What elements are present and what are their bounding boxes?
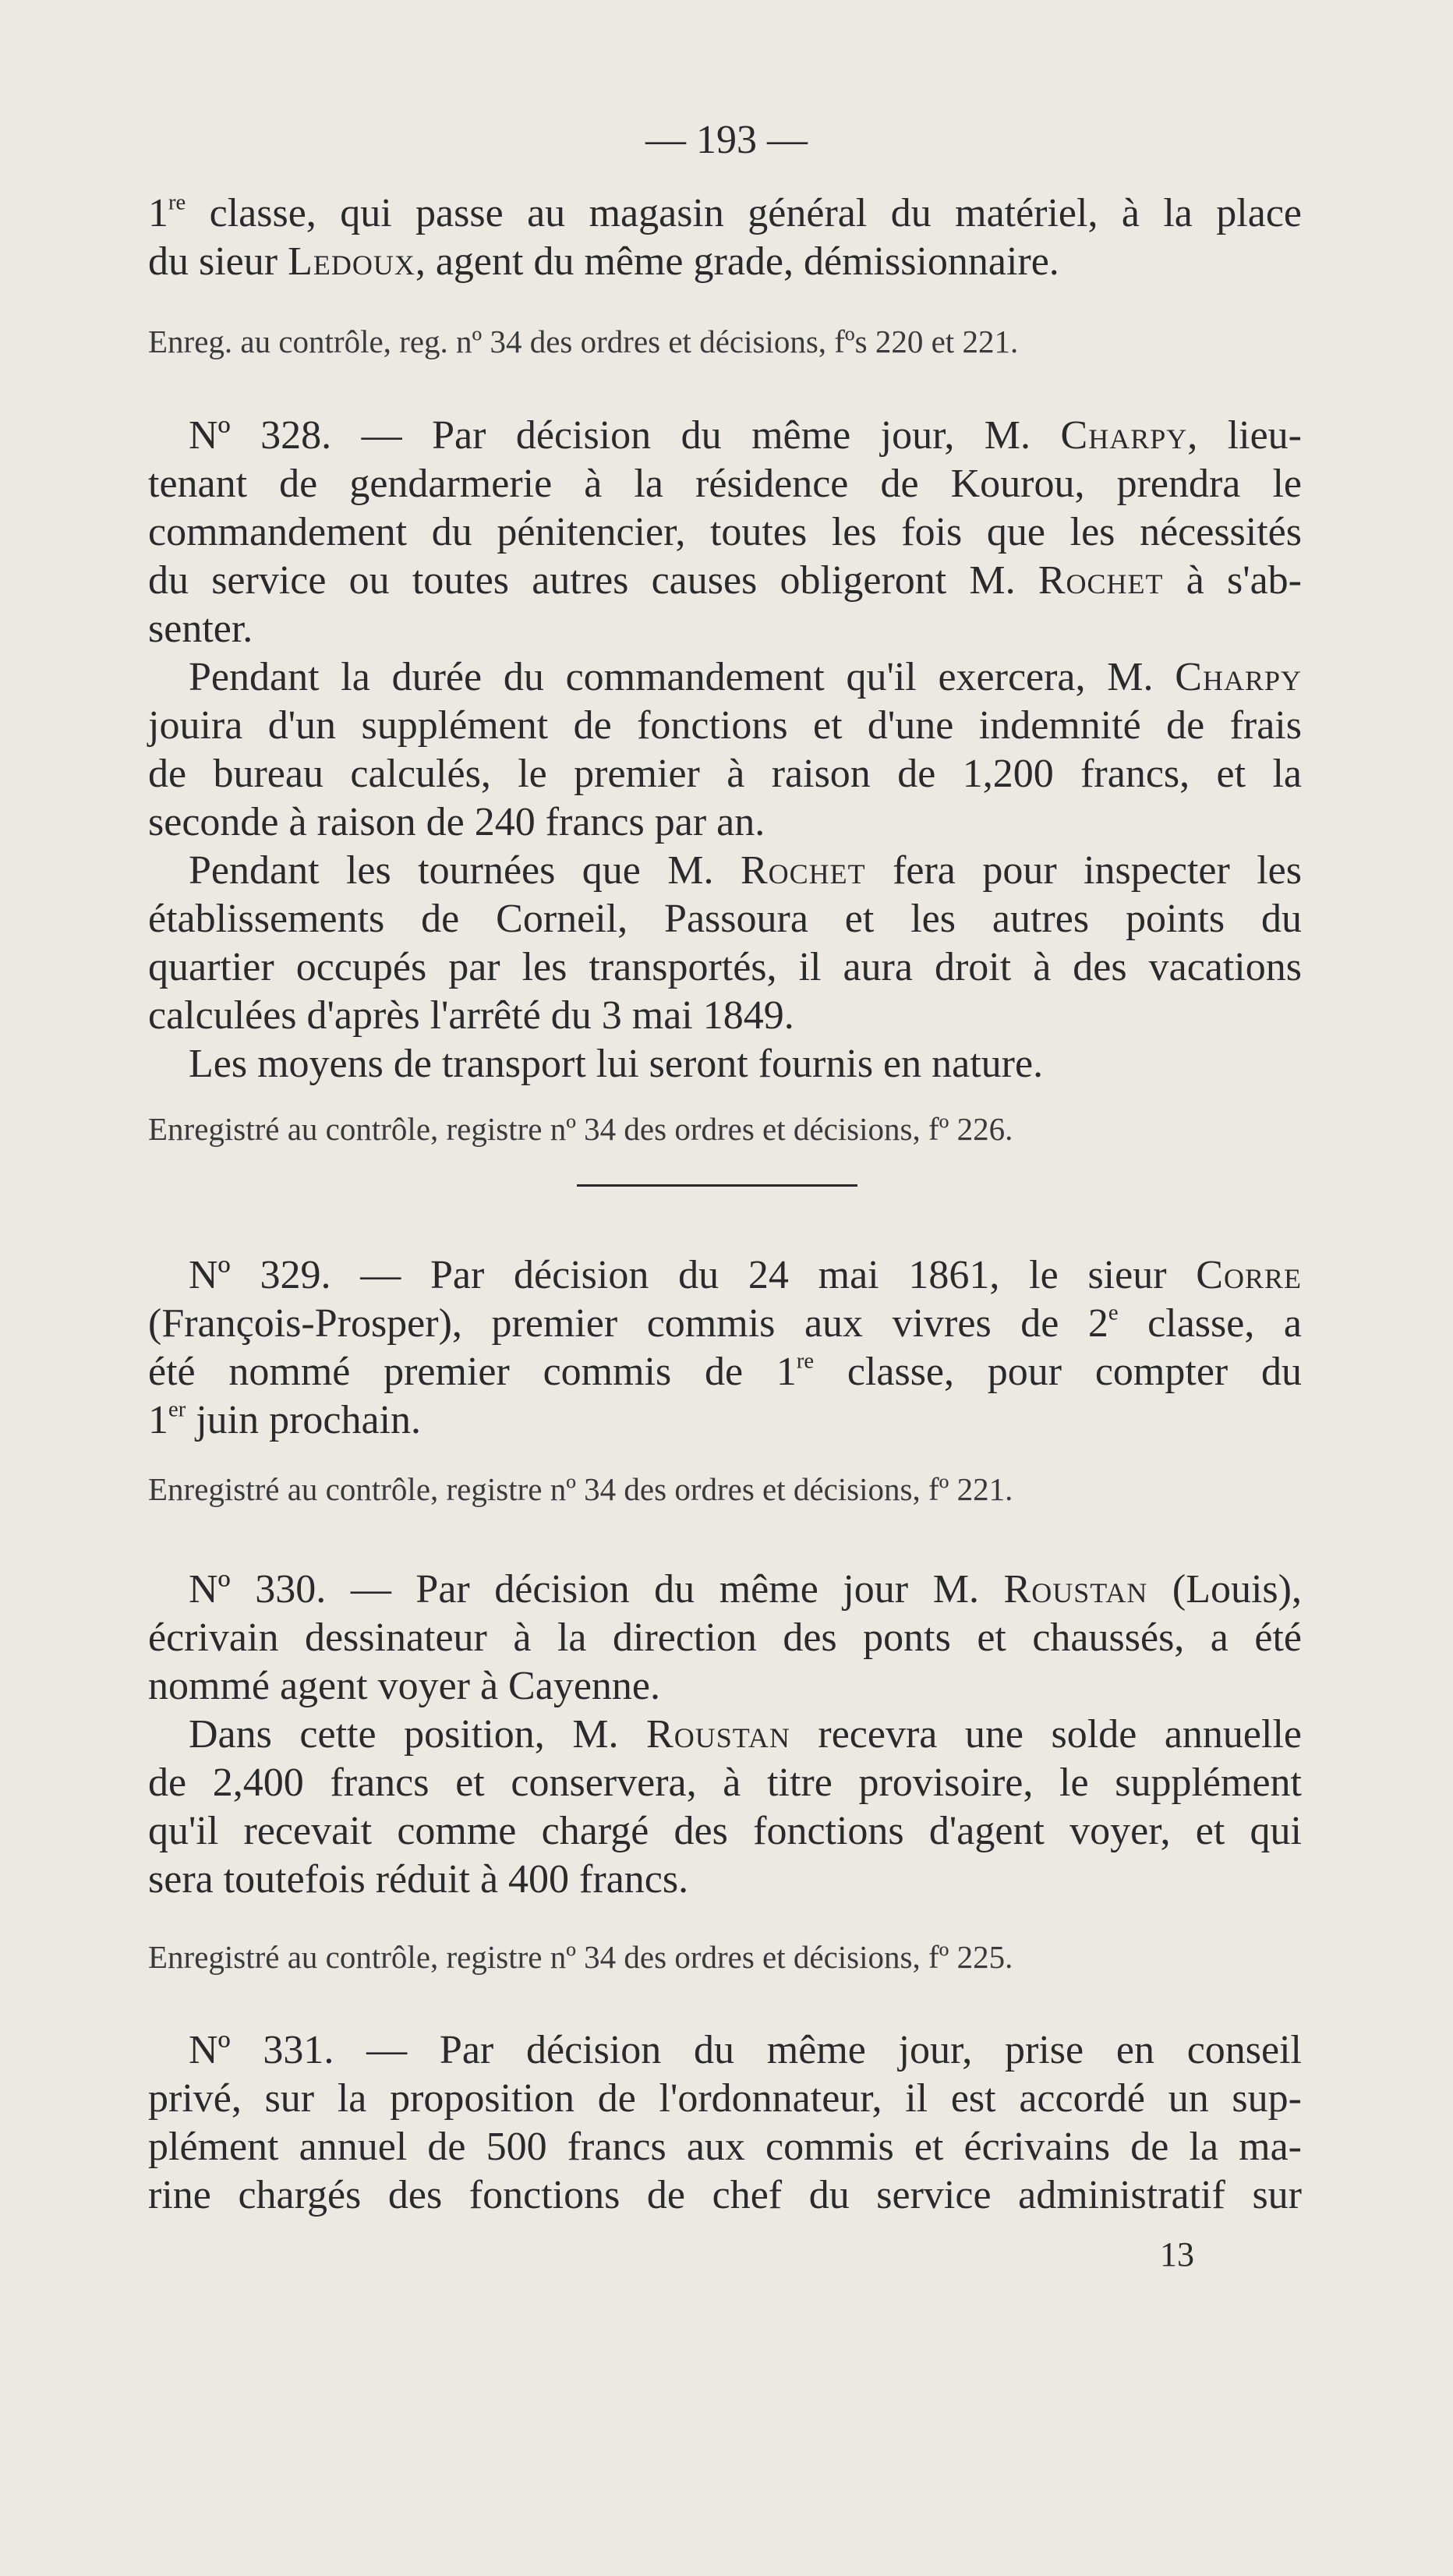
text-line: de bureau calculés, le premier à raison de 1,200 francs, et la — [148, 752, 1302, 796]
text-line: seconde à raison de 240 francs par an. — [148, 800, 765, 844]
text-line: écrivain dessinateur à la direction des ponts et chaussés, a été — [148, 1615, 1302, 1660]
text-line: calculées d'après l'arrêté du 3 mai 1849. — [148, 993, 794, 1038]
text-line: sera toutefois réduit à 400 francs. — [148, 1857, 689, 1902]
text-line: Pendant les tournées que M. Rochet fera pour inspecter les — [189, 848, 1302, 893]
page-number: — 193 — — [645, 118, 808, 162]
section-divider-rule — [577, 1184, 857, 1187]
text-line: qu'il recevait comme chargé des fonctions d'agent voyer, et qui — [148, 1809, 1302, 1853]
text-line: établissements de Corneil, Passoura et les autres points du — [148, 897, 1302, 941]
person-name: Rochet — [1038, 558, 1164, 603]
decision-331-first-line: Nº 331. — Par décision du même jour, prise en conseil — [189, 2028, 1302, 2072]
signature-mark: 13 — [1160, 2235, 1194, 2273]
text-line: de 2,400 francs et conservera, à titre provisoire, le supplément — [148, 1760, 1302, 1805]
decision-330-first-line: Nº 330. — Par décision du même jour M. Roustan (Louis), — [189, 1567, 1302, 1612]
text-line: privé, sur la proposition de l'ordonnateur, il est accordé un sup- — [148, 2076, 1302, 2121]
text-line: Dans cette position, M. Roustan recevra une solde annuelle — [189, 1712, 1302, 1757]
text-line: 1re classe, qui passe au magasin général du matériel, à la place — [148, 190, 1302, 235]
text-line: du sieur Ledoux, agent du même grade, démissionnaire. — [148, 239, 1059, 284]
person-name: Roustan — [1003, 1567, 1148, 1612]
decision-329-first-line: Nº 329. — Par décision du 24 mai 1861, le sieur Corre — [189, 1253, 1302, 1297]
text-line: Pendant la durée du commandement qu'il exercera, M. Charpy — [189, 655, 1302, 699]
registration-note: Enreg. au contrôle, reg. nº 34 des ordres et décisions, fºs 220 et 221. — [148, 324, 1019, 359]
decision-328-first-line: Nº 328. — Par décision du même jour, M. Charpy, lieu- — [189, 413, 1302, 458]
text-line: quartier occupés par les transportés, il aura droit à des vacations — [148, 945, 1302, 989]
text-line: Les moyens de transport lui seront fournis en nature. — [189, 1042, 1044, 1086]
person-name: Corre — [1196, 1253, 1302, 1297]
text-line: (François-Prosper), premier commis aux vivres de 2e classe, a — [148, 1300, 1302, 1346]
person-name: Roustan — [646, 1712, 790, 1757]
text-line: rine chargés des fonctions de chef du service administratif sur — [148, 2173, 1302, 2217]
text-line: 1er juin prochain. — [148, 1397, 422, 1442]
registration-note: Enregistré au contrôle, registre nº 34 des ordres et décisions, fº 225. — [148, 1939, 1013, 1975]
text-line: du service ou toutes autres causes obligeront M. Rochet à s'ab- — [148, 558, 1302, 603]
text-line: tenant de gendarmerie à la résidence de Kourou, prendra le — [148, 462, 1302, 506]
text-line: plément annuel de 500 francs aux commis et écrivains de la ma- — [148, 2125, 1302, 2169]
person-name: Rochet — [740, 848, 866, 893]
registration-note: Enregistré au contrôle, registre nº 34 des ordres et décisions, fº 226. — [148, 1111, 1013, 1147]
person-name: Ledoux — [288, 239, 415, 284]
registration-note: Enregistré au contrôle, registre nº 34 des ordres et décisions, fº 221. — [148, 1471, 1013, 1507]
person-name: Charpy — [1175, 655, 1302, 699]
text-line: nommé agent voyer à Cayenne. — [148, 1664, 660, 1708]
text-line: été nommé premier commis de 1re classe, pour compter du — [148, 1349, 1302, 1394]
text-line: jouira d'un supplément de fonctions et d'une indemnité de frais — [148, 703, 1302, 748]
text-line: commandement du pénitencier, toutes les fois que les nécessités — [148, 510, 1302, 554]
text-line: senter. — [148, 607, 253, 651]
person-name: Charpy — [1060, 413, 1188, 458]
